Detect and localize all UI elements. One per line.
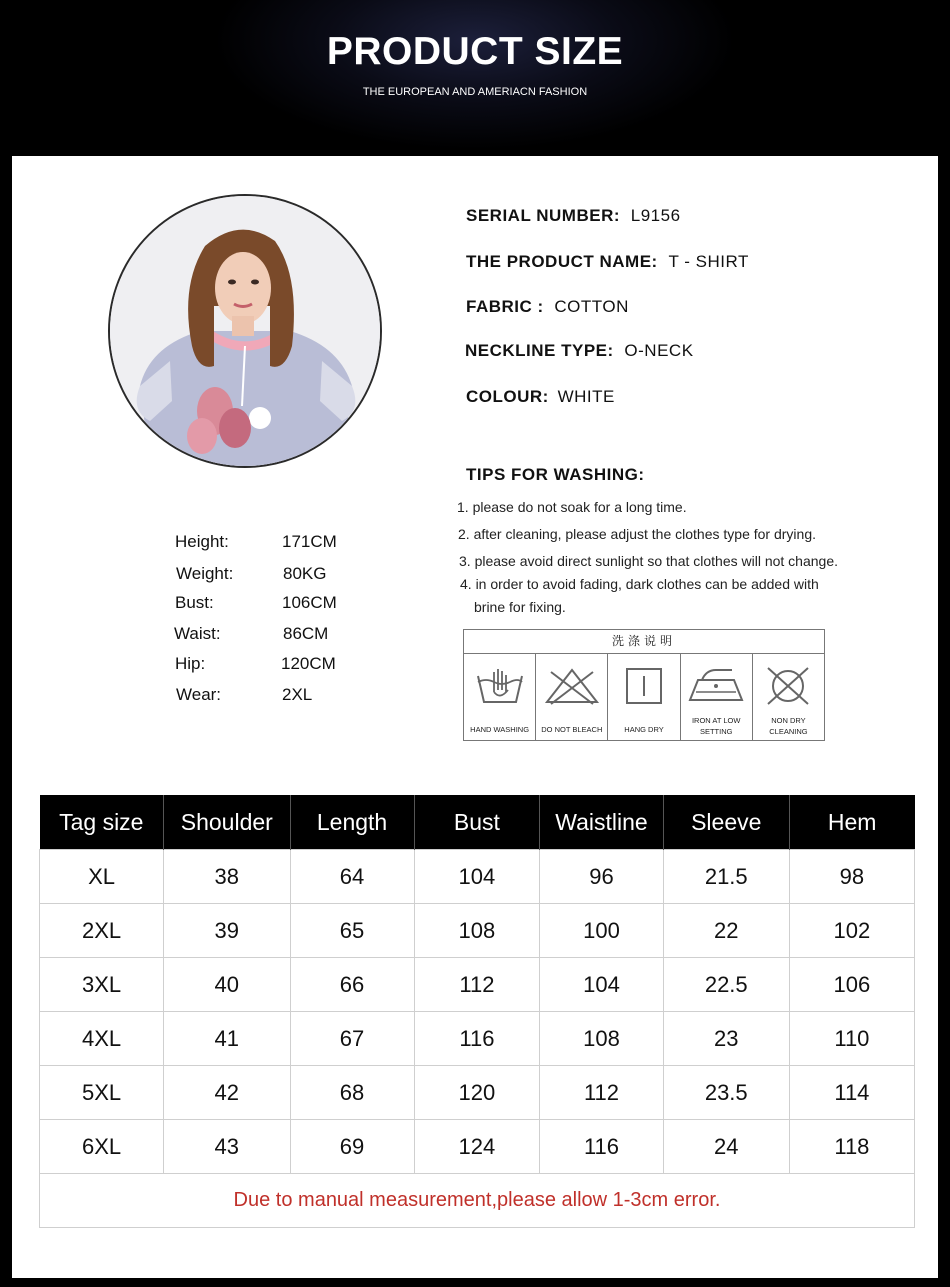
content-panel	[12, 156, 938, 1278]
neckline-label: NECKLINE TYPE:	[465, 341, 614, 360]
table-row	[40, 958, 915, 1012]
table-cell: 114	[789, 1066, 914, 1120]
product-name-row	[466, 252, 749, 272]
caption-line: CLEANING	[769, 727, 808, 736]
column-header-shoulder: Shoulder	[164, 795, 290, 850]
measurement-note: Due to manual measurement,please allow 1-3cm error.	[40, 1174, 915, 1228]
no-dry-clean-icon	[763, 666, 813, 706]
table-row	[40, 850, 915, 904]
table-cell: 65	[290, 904, 414, 958]
model-stat-value: 120CM	[281, 654, 336, 673]
fabric-value: COTTON	[554, 297, 629, 316]
table-cell: 2XL	[40, 904, 164, 958]
measurement-note-row	[40, 1174, 915, 1228]
serial-number-label: SERIAL NUMBER:	[466, 206, 621, 225]
table-cell: 110	[789, 1012, 914, 1066]
hand-wash-cell	[464, 654, 536, 741]
model-stat-label: Waist:	[174, 624, 221, 643]
table-cell: 22.5	[663, 958, 789, 1012]
caption-line: NON DRY	[771, 716, 806, 725]
table-cell: 21.5	[663, 850, 789, 904]
no-dry-clean-caption	[753, 715, 824, 737]
product-name-value: T - SHIRT	[668, 252, 749, 271]
washing-tip-continued: brine for fixing.	[474, 599, 566, 615]
column-header-bust: Bust	[414, 795, 540, 850]
iron-low-caption	[681, 715, 752, 737]
no-bleach-icon	[543, 666, 601, 706]
washing-instructions-title: 洗涤说明	[464, 630, 824, 654]
model-illustration	[110, 196, 380, 466]
table-cell: 68	[290, 1066, 414, 1120]
fabric-label: FABRIC :	[466, 297, 544, 316]
table-cell: 40	[164, 958, 290, 1012]
table-cell: 112	[414, 958, 540, 1012]
table-cell: 100	[540, 904, 663, 958]
table-cell: 6XL	[40, 1120, 164, 1174]
size-table	[39, 795, 915, 1228]
no-bleach-caption: DO NOT BLEACH	[541, 725, 603, 734]
table-cell: 24	[663, 1120, 789, 1174]
table-cell: 4XL	[40, 1012, 164, 1066]
hand-wash-caption: HAND WASHING	[470, 725, 530, 734]
model-stat-label: Height:	[175, 532, 229, 551]
colour-row	[466, 387, 615, 407]
hang-dry-caption: HANG DRY	[624, 725, 664, 734]
iron-low-cell	[681, 654, 753, 741]
model-stat-label: Wear:	[176, 685, 222, 704]
table-cell: 66	[290, 958, 414, 1012]
model-stat-label: Bust:	[175, 593, 214, 612]
table-cell: 106	[789, 958, 914, 1012]
table-cell: 5XL	[40, 1066, 164, 1120]
neckline-row	[465, 341, 694, 361]
page-subtitle: THE EUROPEAN AND AMERIACN FASHION	[362, 86, 588, 98]
serial-number-value: L9156	[630, 206, 681, 225]
table-cell: 116	[540, 1120, 663, 1174]
page-title: PRODUCT SIZE	[326, 30, 624, 73]
column-header-hem: Hem	[789, 795, 914, 850]
model-stat-value: 2XL	[282, 685, 313, 704]
washing-tip: 4. in order to avoid fading, dark clothes can be added with	[460, 576, 819, 592]
table-cell: 69	[290, 1120, 414, 1174]
table-cell: 43	[164, 1120, 290, 1174]
serial-number-row	[466, 206, 681, 226]
washing-tip: 2. after cleaning, please adjust the clothes type for drying.	[458, 526, 816, 542]
washing-tip: 3. please avoid direct sunlight so that clothes will not change.	[459, 553, 839, 569]
hand-wash-icon	[474, 666, 526, 706]
table-cell: 22	[663, 904, 789, 958]
hang-dry-icon	[624, 666, 664, 706]
table-cell: 98	[789, 850, 914, 904]
table-cell: 104	[540, 958, 663, 1012]
table-cell: 108	[540, 1012, 663, 1066]
table-cell: 41	[164, 1012, 290, 1066]
table-cell: 120	[414, 1066, 540, 1120]
column-header-waistline: Waistline	[540, 795, 663, 850]
table-cell: 23.5	[663, 1066, 789, 1120]
page-header	[0, 0, 950, 156]
table-row	[40, 1012, 915, 1066]
no-dry-clean-cell	[753, 654, 824, 741]
neckline-value: O-NECK	[624, 341, 694, 360]
table-cell: 108	[414, 904, 540, 958]
table-cell: 42	[164, 1066, 290, 1120]
model-photo	[108, 194, 382, 468]
caption-line: SETTING	[699, 727, 733, 736]
hang-dry-cell	[608, 654, 680, 741]
table-cell: 23	[663, 1012, 789, 1066]
caption-line: IRON AT LOW	[691, 716, 741, 725]
table-cell: 104	[414, 850, 540, 904]
washing-tip: 1. please do not soak for a long time.	[457, 499, 687, 515]
table-cell: XL	[40, 850, 164, 904]
column-header-length: Length	[290, 795, 414, 850]
table-cell: 112	[540, 1066, 663, 1120]
table-cell: 116	[414, 1012, 540, 1066]
table-cell: 64	[290, 850, 414, 904]
table-cell: 102	[789, 904, 914, 958]
table-cell: 96	[540, 850, 663, 904]
iron-low-icon	[686, 666, 746, 706]
table-row	[40, 1120, 915, 1174]
size-table-header-row	[40, 795, 915, 850]
table-cell: 67	[290, 1012, 414, 1066]
washing-instructions	[463, 629, 825, 741]
model-stat-label: Weight:	[176, 564, 234, 583]
fabric-row	[466, 297, 629, 317]
colour-label: COLOUR:	[466, 387, 549, 406]
table-cell: 38	[164, 850, 290, 904]
column-header-sleeve: Sleeve	[663, 795, 789, 850]
table-row	[40, 904, 915, 958]
table-cell: 39	[164, 904, 290, 958]
table-cell: 124	[414, 1120, 540, 1174]
no-bleach-cell	[536, 654, 608, 741]
table-cell: 3XL	[40, 958, 164, 1012]
model-stat-value: 171CM	[282, 532, 337, 551]
column-header-tag-size: Tag size	[40, 795, 164, 850]
table-cell: 118	[789, 1120, 914, 1174]
table-row	[40, 1066, 915, 1120]
colour-value: WHITE	[557, 387, 615, 406]
model-stat-value: 106CM	[282, 593, 337, 612]
model-stat-value: 80KG	[283, 564, 327, 583]
model-stat-label: Hip:	[175, 654, 206, 673]
product-name-label: THE PRODUCT NAME:	[466, 252, 658, 271]
washing-tips-title: TIPS FOR WASHING:	[466, 465, 645, 484]
model-stat-value: 86CM	[283, 624, 329, 643]
